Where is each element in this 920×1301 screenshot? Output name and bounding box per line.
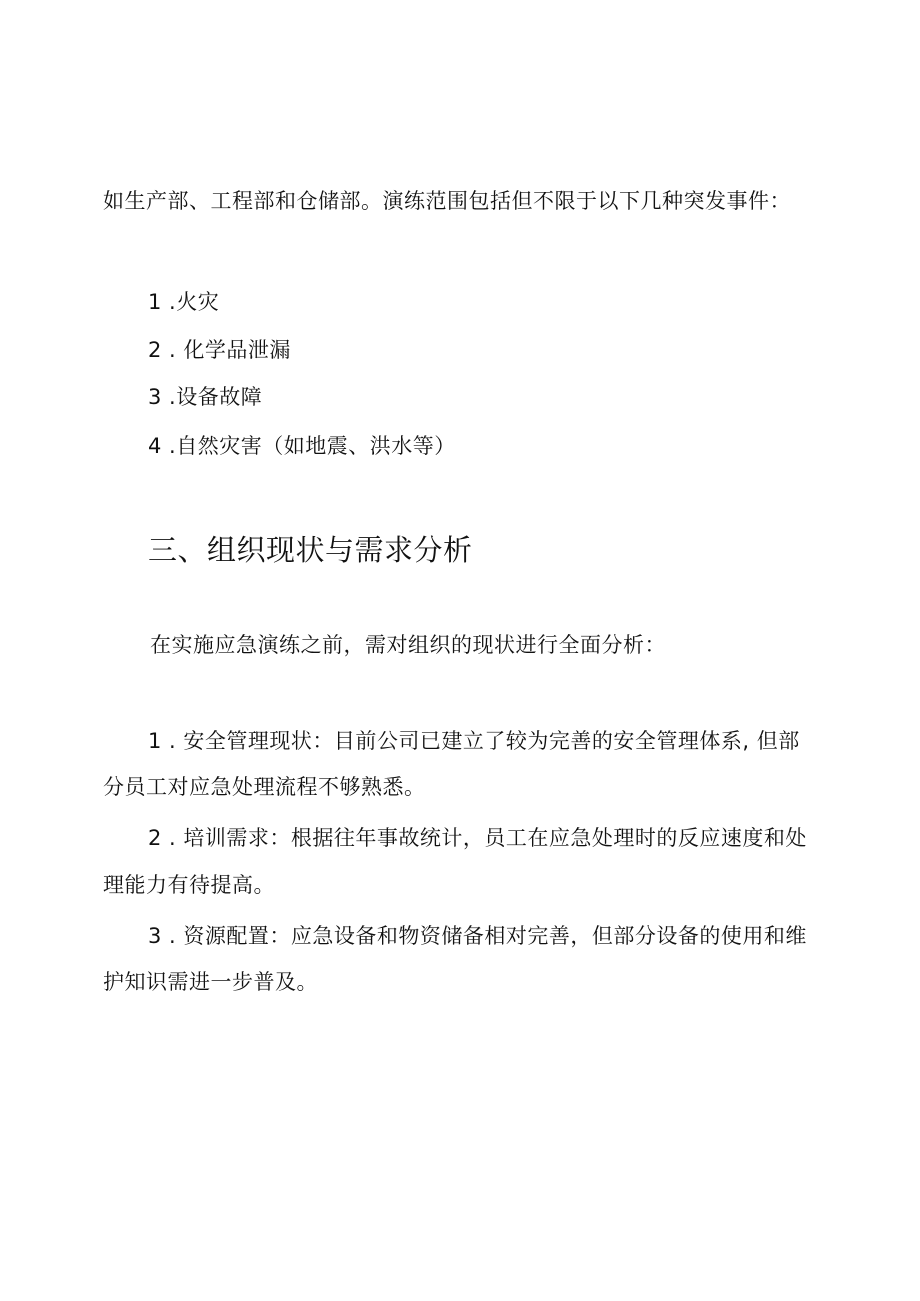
event-item-chemical-leak: 2 . 化学品泄漏	[148, 338, 291, 362]
analysis-item-training-line-2: 理能力有待提高。	[103, 873, 275, 897]
analysis-item-safety-line-1: 1 . 安全管理现状：目前公司已建立了较为完善的安全管理体系, 但部	[148, 729, 800, 753]
event-item-equipment-failure: 3 .设备故障	[148, 385, 263, 409]
analysis-item-resources-line-1: 3 . 资源配置：应急设备和物资储备相对完善，但部分设备的使用和维	[148, 924, 807, 948]
intro-paragraph: 如生产部、工程部和仓储部。演练范围包括但不限于以下几种突发事件：	[103, 189, 791, 213]
event-item-natural-disaster: 4 .自然灾害（如地震、洪水等）	[148, 434, 456, 458]
analysis-item-resources-line-2: 护知识需进一步普及。	[103, 970, 318, 994]
section-intro: 在实施应急演练之前，需对组织的现状进行全面分析：	[150, 633, 666, 657]
event-item-fire: 1 .火灾	[148, 290, 220, 314]
analysis-item-safety-line-2: 分员工对应急处理流程不够熟悉。	[103, 775, 426, 799]
analysis-item-training-line-1: 2 . 培训需求：根据往年事故统计，员工在应急处理时的反应速度和处	[148, 826, 807, 850]
section-heading: 三、组织现状与需求分析	[148, 533, 473, 567]
